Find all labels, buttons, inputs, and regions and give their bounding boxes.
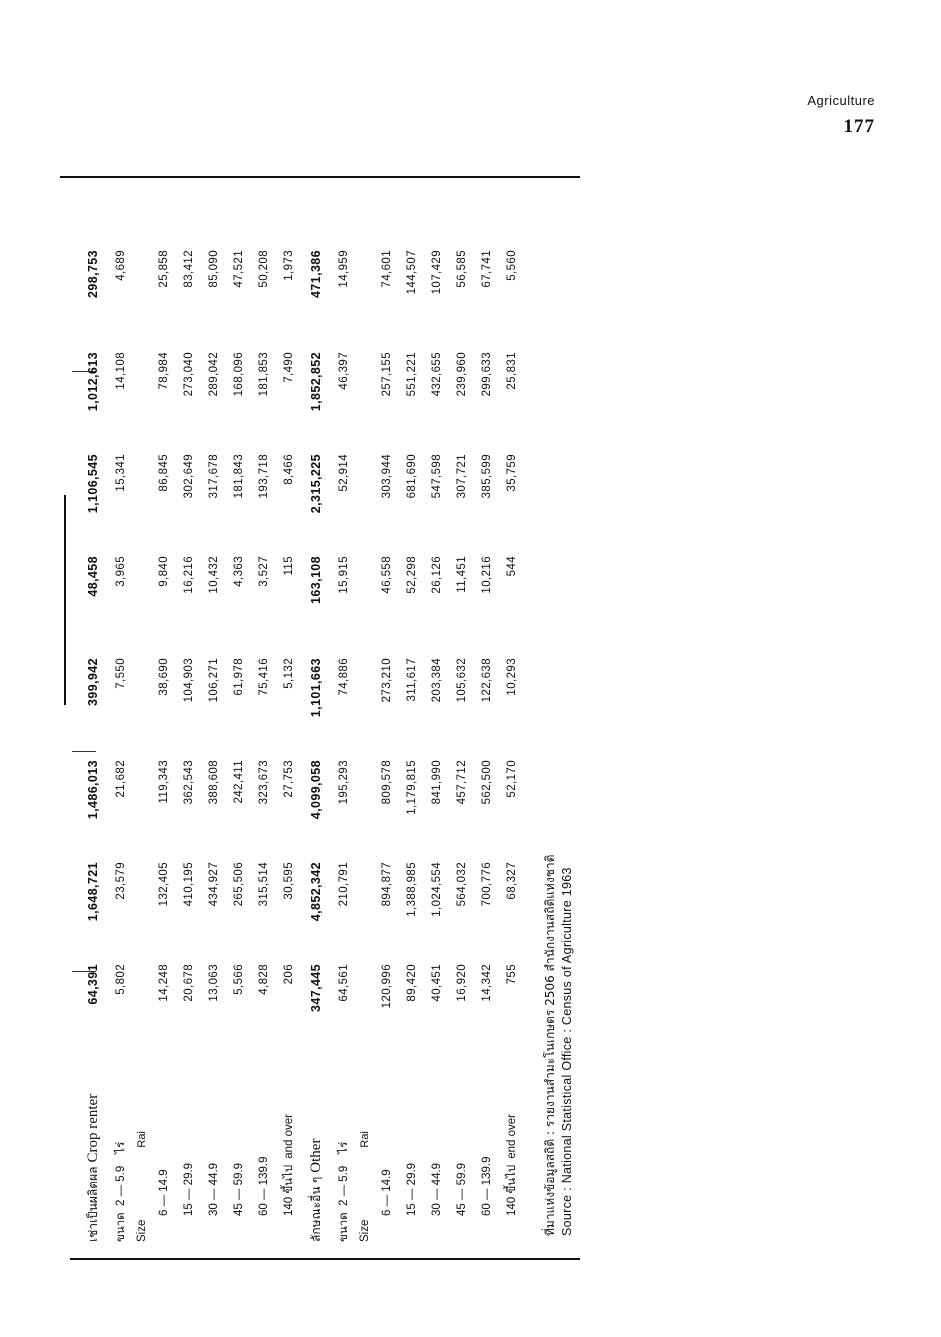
- rai-label-thai: ไร่: [337, 1141, 350, 1154]
- table-cell: 3,965: [114, 556, 127, 587]
- size-english-label: [133, 1062, 151, 1246]
- row-label: [474, 1062, 499, 1246]
- rai-label-english: Rai: [359, 1131, 371, 1148]
- table-cell: 239,960: [455, 352, 468, 397]
- group-total-cell: 1,012,613: [86, 352, 100, 412]
- table-cell: 47,521: [232, 250, 245, 288]
- group-total-cell: 48,458: [86, 556, 100, 597]
- table-cell: 323,673: [257, 760, 270, 805]
- table-cell: 50,208: [257, 250, 270, 288]
- table-cell: 10,216: [480, 556, 493, 594]
- rotated-table-block: [60, 130, 580, 1260]
- group-total-cell: 4,852,342: [309, 862, 323, 922]
- size-english-row: [133, 246, 151, 1246]
- over-label-english: end over: [505, 1114, 518, 1159]
- empty-cell: [133, 654, 151, 756]
- group-label-thai: ลักษณะอื่น ๆ: [308, 1176, 323, 1242]
- size-range: 60 — 139.9: [480, 1156, 493, 1216]
- table-cell: 27,753: [282, 760, 295, 798]
- table-cell: 52,170: [505, 760, 518, 798]
- table-cell: 64,561: [337, 964, 350, 1002]
- table-cell: 26,126: [430, 556, 443, 594]
- size-range: 45 — 59.9: [455, 1162, 468, 1216]
- group-label-english: Other: [307, 1138, 324, 1173]
- group-total-cell: 1,852,852: [309, 352, 323, 412]
- table-cell: 74,601: [380, 250, 393, 288]
- table-row: [424, 246, 449, 1246]
- size-range: 6 — 14.9: [157, 1169, 170, 1216]
- table-cell: 115: [282, 556, 295, 576]
- empty-cell: [356, 450, 374, 552]
- size-range: 140: [282, 1196, 295, 1216]
- table-row: [226, 246, 251, 1246]
- size-range: 45 — 59.9: [232, 1162, 245, 1216]
- row-label: [276, 1062, 301, 1246]
- table-cell: 809,578: [380, 760, 393, 805]
- empty-cell: [133, 348, 151, 450]
- table-cell: 317,678: [207, 454, 220, 499]
- table-cell: 78,984: [157, 352, 170, 390]
- table-row: [108, 246, 133, 1246]
- group-label: [78, 1062, 108, 1246]
- table-cell: 68,327: [505, 862, 518, 900]
- table-cell: 75,416: [257, 658, 270, 696]
- table-cell: 5,560: [505, 250, 518, 281]
- table-cell: 385,599: [480, 454, 493, 499]
- table-cell: 1,024,554: [430, 862, 443, 917]
- table-cell: 307,721: [455, 454, 468, 499]
- table-cell: 11,451: [455, 556, 468, 593]
- table-cell: 46,558: [380, 556, 393, 594]
- row-label: [424, 1062, 449, 1246]
- row-label: [201, 1062, 226, 1246]
- table-cell: 681,690: [405, 454, 418, 499]
- group-total-cell: 2,315,225: [309, 454, 323, 514]
- row-label: [374, 1062, 399, 1246]
- size-range: 30 — 44.9: [430, 1162, 443, 1216]
- group-total-cell: 1,648,721: [86, 862, 100, 922]
- over-label-english: and over: [282, 1114, 295, 1159]
- table-cell: 410,195: [182, 862, 195, 907]
- table-cell: 700,776: [480, 862, 493, 907]
- table-cell: 5,802: [114, 964, 127, 995]
- table-cell: 56,585: [455, 250, 468, 288]
- table-cell: 83,412: [182, 250, 195, 288]
- table-cell: 61,978: [232, 658, 245, 696]
- size-label-english: Size: [359, 1219, 371, 1242]
- size-range: 2 — 5.9: [114, 1165, 127, 1206]
- table-cell: 15,341: [114, 454, 127, 492]
- table-cell: 562,500: [480, 760, 493, 805]
- column-separator: [64, 495, 66, 705]
- table-cell: 14,248: [157, 964, 170, 1002]
- empty-cell: [356, 858, 374, 960]
- table-row: [176, 246, 201, 1246]
- table-cell: 4,689: [114, 250, 127, 281]
- empty-cell: [356, 246, 374, 348]
- table-row: [251, 246, 276, 1246]
- page-number: 177: [843, 116, 875, 137]
- data-table: [78, 246, 524, 1246]
- group-total-cell: 163,108: [309, 556, 323, 604]
- table-cell: 46,397: [337, 352, 350, 390]
- table-row: [474, 246, 499, 1246]
- group-total-cell: 1,106,545: [86, 454, 100, 514]
- table-cell: 242,411: [232, 760, 245, 804]
- source-note: [542, 855, 576, 1236]
- table-cell: 105,632: [455, 658, 468, 703]
- table-cell: 25,858: [157, 250, 170, 288]
- section-title: Agriculture: [807, 93, 875, 108]
- table-cell: 181,853: [257, 352, 270, 397]
- table-cell: 289,042: [207, 352, 220, 397]
- size-label-thai: ขนาด: [337, 1212, 350, 1242]
- size-range: 15 — 29.9: [182, 1162, 195, 1216]
- table-cell: 303,944: [380, 454, 393, 499]
- empty-cell: [133, 960, 151, 1062]
- table-cell: 38,690: [157, 658, 170, 696]
- table-group-row: [78, 246, 108, 1246]
- table-cell: 195,293: [337, 760, 350, 805]
- table-cell: 181,843: [232, 454, 245, 499]
- table-cell: 16,216: [182, 556, 195, 594]
- table-cell: 388,608: [207, 760, 220, 805]
- table-cell: 13,063: [207, 964, 220, 1002]
- size-english-label: [356, 1062, 374, 1246]
- size-label-english: Size: [136, 1219, 148, 1242]
- size-range: 30 — 44.9: [207, 1162, 220, 1216]
- table-cell: 14,959: [337, 250, 350, 288]
- table-cell: 302,649: [182, 454, 195, 499]
- table-cell: 299,633: [480, 352, 493, 397]
- table-cell: 894,877: [380, 862, 393, 907]
- table-cell: 311,617: [405, 658, 418, 702]
- empty-cell: [133, 756, 151, 858]
- group-total-cell: 471,386: [309, 250, 323, 298]
- table-cell: 40,451: [430, 964, 443, 1002]
- table-cell: 5,566: [232, 964, 245, 995]
- group-total-cell: 347,445: [309, 964, 323, 1012]
- table-cell: 21,682: [114, 760, 127, 798]
- row-label: [108, 1062, 133, 1246]
- table-cell: 107,429: [430, 250, 443, 295]
- table-row: [399, 246, 424, 1246]
- table-cell: 547,598: [430, 454, 443, 499]
- empty-cell: [356, 552, 374, 654]
- table-cell: 7,550: [114, 658, 127, 689]
- table-cell: 120,996: [380, 964, 393, 1009]
- row-label: [251, 1062, 276, 1246]
- table-cell: 5,132: [282, 658, 295, 689]
- table-cell: 1,388,985: [405, 862, 418, 917]
- size-range: 140: [505, 1196, 518, 1216]
- table-cell: 4,363: [232, 556, 245, 587]
- rai-label-english: Rai: [136, 1131, 148, 1148]
- table-cell: 362,543: [182, 760, 195, 805]
- table-cell: 16,920: [455, 964, 468, 1002]
- table-cell: 755: [505, 964, 518, 985]
- empty-cell: [133, 246, 151, 348]
- empty-cell: [133, 552, 151, 654]
- table-cell: 434,927: [207, 862, 220, 907]
- table-cell: 25,831: [505, 352, 518, 390]
- table-cell: 10,293: [505, 658, 518, 696]
- table-group-row: [301, 246, 331, 1246]
- table-cell: 206: [282, 964, 295, 985]
- empty-cell: [356, 654, 374, 756]
- table-cell: 544: [505, 556, 518, 577]
- table-cell: 273,210: [380, 658, 393, 703]
- group-total-cell: 399,942: [86, 658, 100, 706]
- group-total-cell: 298,753: [86, 250, 100, 298]
- table-cell: 14,342: [480, 964, 493, 1002]
- size-label-thai: ขนาด: [114, 1212, 127, 1242]
- empty-cell: [356, 756, 374, 858]
- table-cell: 122,638: [480, 658, 493, 703]
- table-cell: 8,466: [282, 454, 295, 485]
- table-cell: 168,096: [232, 352, 245, 397]
- table-row: [331, 246, 356, 1246]
- group-label-thai: เช่าเป็นผลิตผล: [85, 1166, 100, 1242]
- size-range: 2 — 5.9: [337, 1165, 350, 1206]
- table-cell: 564,032: [455, 862, 468, 907]
- over-label-thai: ขึ้นไป: [505, 1164, 518, 1194]
- table-row: [449, 246, 474, 1246]
- row-label: [399, 1062, 424, 1246]
- page-header: [807, 93, 875, 138]
- table-row: [151, 246, 176, 1246]
- table-cell: 9,840: [157, 556, 170, 587]
- table-cell: 144,507: [405, 250, 418, 295]
- table-cell: 457,712: [455, 760, 468, 805]
- size-range: 15 — 29.9: [405, 1162, 418, 1216]
- size-english-row: [356, 246, 374, 1246]
- row-label: [449, 1062, 474, 1246]
- group-label: [301, 1062, 331, 1246]
- table-cell: 14,108: [114, 352, 127, 390]
- size-range: 6 — 14.9: [380, 1169, 393, 1216]
- table-cell: 7,490: [282, 352, 295, 383]
- empty-cell: [133, 858, 151, 960]
- table-cell: 432,655: [430, 352, 443, 397]
- table-row: [499, 246, 524, 1246]
- table-cell: 86,845: [157, 454, 170, 492]
- source-english: Source : National Statistical Office : Census of Agriculture 1963: [560, 867, 574, 1236]
- table-cell: 3,527: [257, 556, 270, 587]
- table-cell: 52,914: [337, 454, 350, 492]
- empty-cell: [356, 348, 374, 450]
- table-cell: 20,678: [182, 964, 195, 1002]
- table-cell: 52,298: [405, 556, 418, 594]
- table-row: [374, 246, 399, 1246]
- table-cell: 67,741: [480, 250, 493, 288]
- table-cell: 15,915: [337, 556, 350, 594]
- group-total-cell: 1,486,013: [86, 760, 100, 820]
- table-cell: 315,514: [257, 862, 270, 907]
- table-cell: 89,420: [405, 964, 418, 1002]
- size-range: 60 — 139.9: [257, 1156, 270, 1216]
- table-row: [276, 246, 301, 1246]
- table-cell: 74,886: [337, 658, 350, 696]
- group-total-cell: 1,101,663: [309, 658, 323, 718]
- row-label: [151, 1062, 176, 1246]
- table-cell: 257,155: [380, 352, 393, 397]
- row-label: [176, 1062, 201, 1246]
- table-cell: 210,791: [337, 862, 350, 907]
- over-label-thai: ขึ้นไป: [282, 1164, 295, 1194]
- empty-cell: [133, 450, 151, 552]
- empty-cell: [356, 960, 374, 1062]
- table-cell: 85,090: [207, 250, 220, 288]
- row-label: [226, 1062, 251, 1246]
- table-cell: 1,179,815: [405, 760, 418, 815]
- table-cell: 30,595: [282, 862, 295, 900]
- table-cell: 119,343: [157, 760, 170, 804]
- group-total-cell: 4,099,058: [309, 760, 323, 820]
- group-label-english: Crop renter: [84, 1093, 101, 1163]
- table-cell: 4,828: [257, 964, 270, 995]
- group-total-cell: 64,391: [86, 964, 100, 1005]
- table-cell: 106,271: [207, 658, 220, 703]
- row-label: [499, 1062, 524, 1246]
- table-cell: 35,759: [505, 454, 518, 492]
- table-cell: 265,506: [232, 862, 245, 907]
- table-cell: 551,221: [405, 352, 418, 397]
- table-cell: 10,432: [207, 556, 220, 594]
- table-row: [201, 246, 226, 1246]
- row-label: [331, 1062, 356, 1246]
- table-cell: 1,973: [282, 250, 295, 281]
- table-cell: 23,579: [114, 862, 127, 900]
- source-thai: ที่มาแห่งข้อมูลสถิติ : รายงานสำมะโนเกษตร 2506 สำนักงานสถิติแห่งชาติ: [543, 854, 557, 1236]
- table-cell: 273,040: [182, 352, 195, 397]
- table-cell: 104,903: [182, 658, 195, 703]
- rai-label-thai: ไร่: [114, 1141, 127, 1154]
- table-cell: 193,718: [257, 454, 270, 499]
- table-cell: 203,384: [430, 658, 443, 703]
- table-cell: 132,405: [157, 862, 170, 907]
- table-cell: 841,990: [430, 760, 443, 805]
- table-right-rule: [60, 176, 580, 178]
- table-left-rule: [70, 1258, 580, 1260]
